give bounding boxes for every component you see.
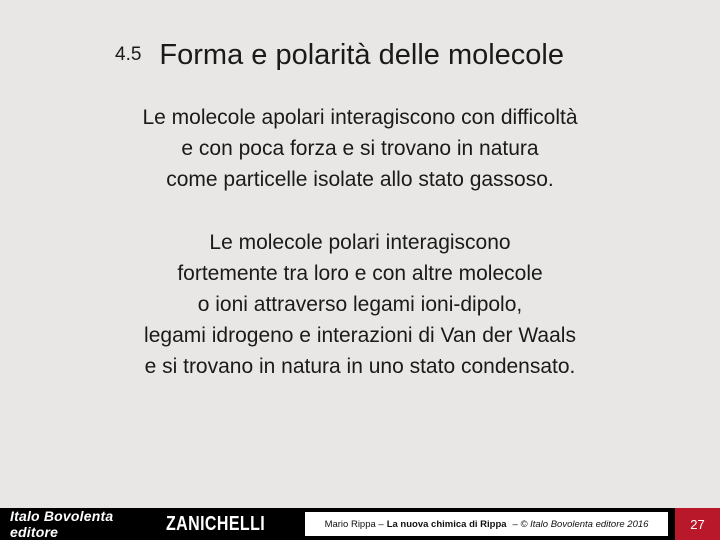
credits: [305, 512, 668, 536]
footer-bar: [0, 508, 720, 540]
book-title: La nuova chimica di Rippa: [386, 518, 507, 530]
page-number: 27: [675, 508, 720, 540]
section-number: 4.5: [115, 44, 142, 65]
author-prefix: Mario Rippa –: [324, 518, 384, 530]
paragraph-apolar: Le molecole apolari interagiscono con difficoltà e con poca forza e si trovano in natura come particelle isolate allo stato gassoso.: [142, 106, 578, 191]
paragraph-polar: Le molecole polari interagiscono fortemente tra loro e con altre molecole o ioni attraverso legami ioni-dipolo, legami idrogeno e interazioni di Van der Waals e si trovano in natura in uno stato condensato.: [144, 231, 576, 378]
copyright: – © Italo Bovolenta editore 2016: [512, 518, 649, 530]
publisher-logo: [0, 508, 290, 540]
title-text: Forma e polarità delle molecole: [159, 38, 565, 71]
slide-title: [115, 30, 675, 80]
publisher-label: Italo Bovolenta editore: [10, 508, 114, 540]
brand-logo: ZANICHELLI: [166, 512, 266, 535]
